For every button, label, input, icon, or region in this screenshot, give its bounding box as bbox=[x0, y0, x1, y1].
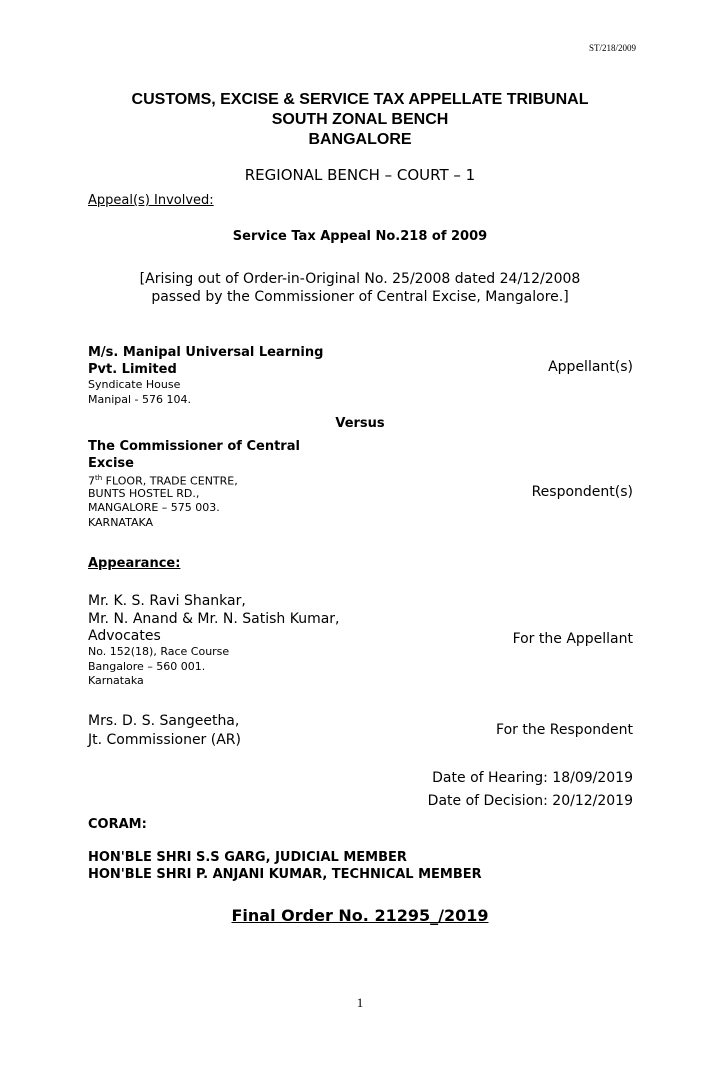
case-reference: ST/218/2009 bbox=[588, 43, 636, 53]
appellant-counsel-line3: Advocates bbox=[88, 628, 161, 644]
date-of-decision: Date of Decision: 20/12/2019 bbox=[427, 793, 633, 809]
appellant-counsel-line2: Mr. N. Anand & Mr. N. Satish Kumar, bbox=[88, 611, 340, 627]
versus: Versus bbox=[335, 416, 385, 431]
respondent-address-line2: BUNTS HOSTEL RD., bbox=[88, 487, 200, 500]
appeal-number: Service Tax Appeal No.218 of 2009 bbox=[232, 229, 488, 244]
floor-suffix: th bbox=[95, 474, 103, 482]
appellant-address-line1: Syndicate House bbox=[88, 378, 181, 391]
respondent-counsel-line2: Jt. Commissioner (AR) bbox=[88, 732, 241, 748]
appeals-involved-label: Appeal(s) Involved: bbox=[88, 193, 214, 208]
for-the-appellant: For the Appellant bbox=[512, 631, 633, 647]
regional-bench: REGIONAL BENCH – COURT – 1 bbox=[244, 166, 476, 184]
floor-number: 7 bbox=[88, 474, 95, 488]
technical-member: HON'BLE SHRI P. ANJANI KUMAR, TECHNICAL MEMBER bbox=[88, 867, 482, 882]
arising-out-of: [Arising out of Order-in-Original No. 25/2008 dated 24/12/2008 passed by the Commissioner of Central Excise, Mangalore.] bbox=[139, 271, 581, 305]
for-the-respondent: For the Respondent bbox=[496, 722, 633, 738]
respondent-address-line4: KARNATAKA bbox=[88, 516, 154, 529]
floor-rest: FLOOR, TRADE CENTRE, bbox=[102, 474, 238, 488]
tribunal-bench: SOUTH ZONAL BENCH bbox=[271, 111, 449, 128]
tribunal-title: CUSTOMS, EXCISE & SERVICE TAX APPELLATE TRIBUNAL bbox=[131, 91, 589, 108]
respondent-counsel-line1: Mrs. D. S. Sangeetha, bbox=[88, 713, 240, 729]
respondent-name-line2: Excise bbox=[88, 456, 134, 471]
appellant-name-line1: M/s. Manipal Universal Learning bbox=[88, 345, 324, 360]
appellant-counsel-address1: No. 152(18), Race Course bbox=[88, 645, 230, 658]
appellant-counsel-line1: Mr. K. S. Ravi Shankar, bbox=[88, 593, 246, 609]
page-number: 1 bbox=[356, 995, 364, 1010]
appearance-heading: Appearance: bbox=[88, 556, 181, 571]
respondent-role: Respondent(s) bbox=[531, 484, 633, 500]
appellant-counsel-address2: Bangalore – 560 001. bbox=[88, 660, 206, 673]
judicial-member: HON'BLE SHRI S.S GARG, JUDICIAL MEMBER bbox=[88, 850, 407, 865]
final-order-number: Final Order No. 21295_/2019 bbox=[231, 906, 489, 925]
tribunal-city: BANGALORE bbox=[308, 131, 412, 148]
appellant-address-line2: Manipal - 576 104. bbox=[88, 393, 191, 406]
date-of-hearing: Date of Hearing: 18/09/2019 bbox=[432, 770, 633, 786]
appellant-role: Appellant(s) bbox=[548, 359, 633, 375]
appellant-name-line2: Pvt. Limited bbox=[88, 362, 177, 377]
respondent-address-line3: MANGALORE – 575 003. bbox=[88, 501, 220, 514]
respondent-name-line1: The Commissioner of Central bbox=[88, 439, 300, 454]
appellant-counsel-address3: Karnataka bbox=[88, 674, 144, 687]
coram-heading: CORAM: bbox=[88, 817, 147, 832]
